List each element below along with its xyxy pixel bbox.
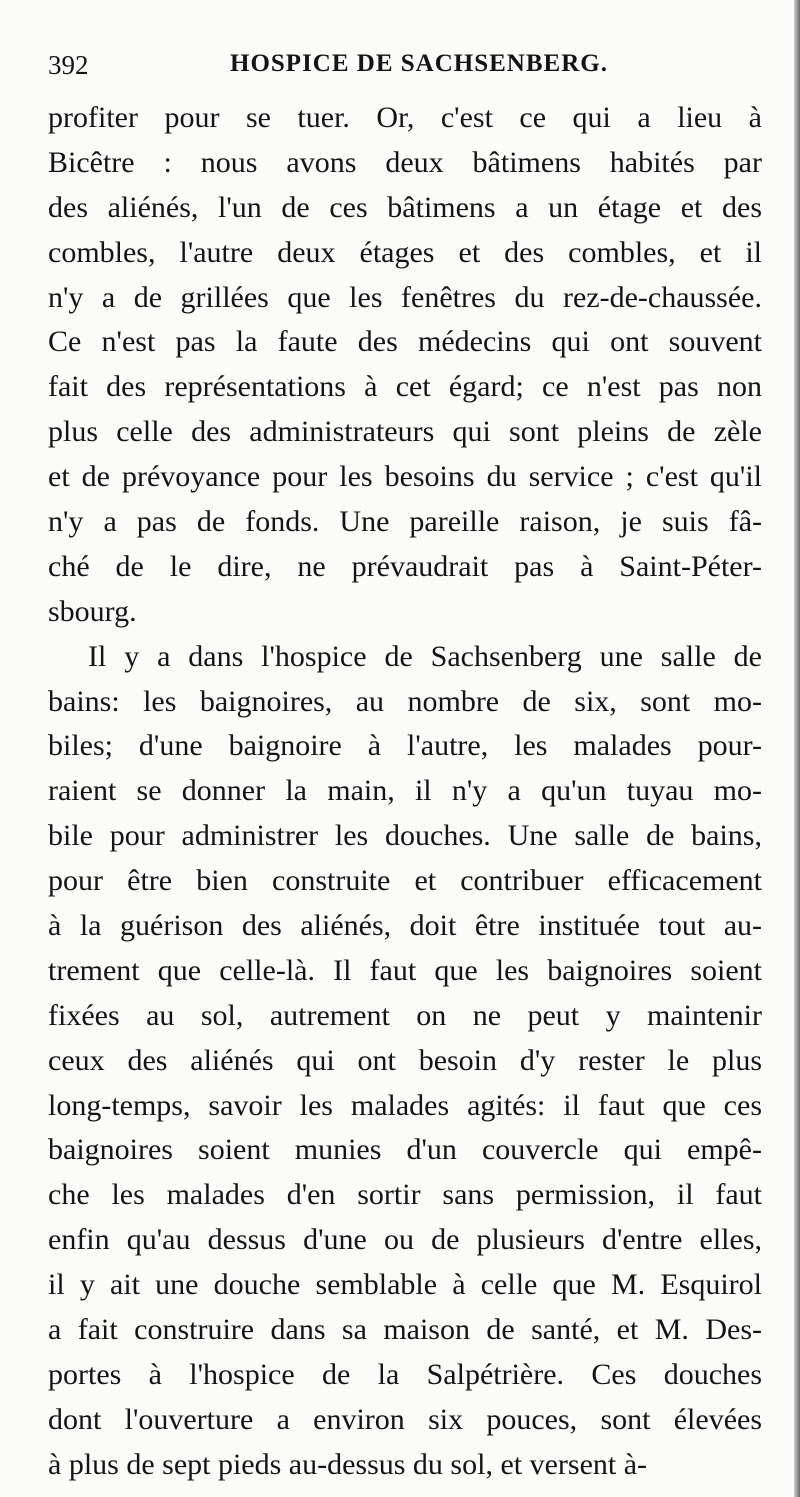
text-line: combles, l'autre deux étages et des combles, et il [48, 235, 762, 269]
text-line: ché de le dire, ne prévaudrait pas à Saint-Péter- [48, 549, 762, 583]
text-line: che les malades d'en sortir sans permission, il faut [48, 1178, 762, 1212]
text-line: à la guérison des aliénés, doit être instituée tout au- [48, 909, 762, 943]
text-line: il y ait une douche semblable à celle que M. Esquirol [48, 1268, 762, 1302]
text-line: fait des représentations à cet égard; ce n'est pas non [48, 370, 762, 404]
text-line: fixées au sol, autrement on ne peut y maintenir [48, 998, 762, 1032]
text-line: raient se donner la main, il n'y a qu'un tuyau mo- [48, 774, 762, 808]
text-line: Il y a dans l'hospice de Sachsenberg une salle de [88, 639, 762, 673]
text-line: trement que celle-là. Il faut que les baignoires soient [48, 953, 762, 987]
text-line: profiter pour se tuer. Or, c'est ce qui a lieu à [48, 101, 762, 134]
text-line: n'y a de grillées que les fenêtres du rez-de-chaussée. [48, 280, 762, 314]
text-body [48, 96, 762, 1488]
page-header [48, 44, 760, 88]
text-line: bains: les baignoires, au nombre de six, sont mo- [48, 684, 762, 718]
text-line: et de prévoyance pour les besoins du service ; c'est qu'il [48, 460, 762, 494]
text-line: pour être bien construite et contribuer efficacement [48, 864, 762, 898]
running-head: HOSPICE DE SACHSENBERG. [230, 50, 608, 77]
paragraph [48, 635, 762, 1488]
text-line: portes à l'hospice de la Salpétrière. Ces douches [48, 1357, 762, 1391]
text-line: biles; d'une baignoire à l'autre, les malades pour- [48, 729, 762, 763]
paragraph-container [48, 96, 762, 1488]
text-line: Bicêtre : nous avons deux bâtimens habités par [48, 145, 762, 179]
text-line: dont l'ouverture a environ six pouces, sont élevées [48, 1402, 762, 1436]
text-line: sbourg. [48, 594, 137, 628]
text-line: n'y a pas de fonds. Une pareille raison, je suis fâ- [48, 505, 762, 539]
text-line: bile pour administrer les douches. Une salle de bains, [48, 819, 762, 853]
text-line: long-temps, savoir les malades agités: il faut que ces [48, 1088, 762, 1122]
text-line: enfin qu'au dessus d'une ou de plusieurs d'entre elles, [48, 1223, 762, 1257]
text-line: baignoires soient munies d'un couvercle qui empê- [48, 1133, 762, 1167]
paragraph [48, 96, 762, 635]
text-line: des aliénés, l'un de ces bâtimens a un étage et des [48, 190, 762, 224]
text-line: plus celle des administrateurs qui sont pleins de zèle [48, 415, 762, 449]
page-edge-shadow [794, 0, 800, 1497]
page-number: 392 [48, 50, 89, 80]
text-line: à plus de sept pieds au-dessus du sol, et versent à- [48, 1447, 648, 1481]
text-line: ceux des aliénés qui ont besoin d'y rester le plus [48, 1043, 762, 1077]
text-line: a fait construire dans sa maison de santé, et M. Des- [48, 1313, 762, 1347]
text-line: Ce n'est pas la faute des médecins qui ont souvent [48, 325, 762, 359]
